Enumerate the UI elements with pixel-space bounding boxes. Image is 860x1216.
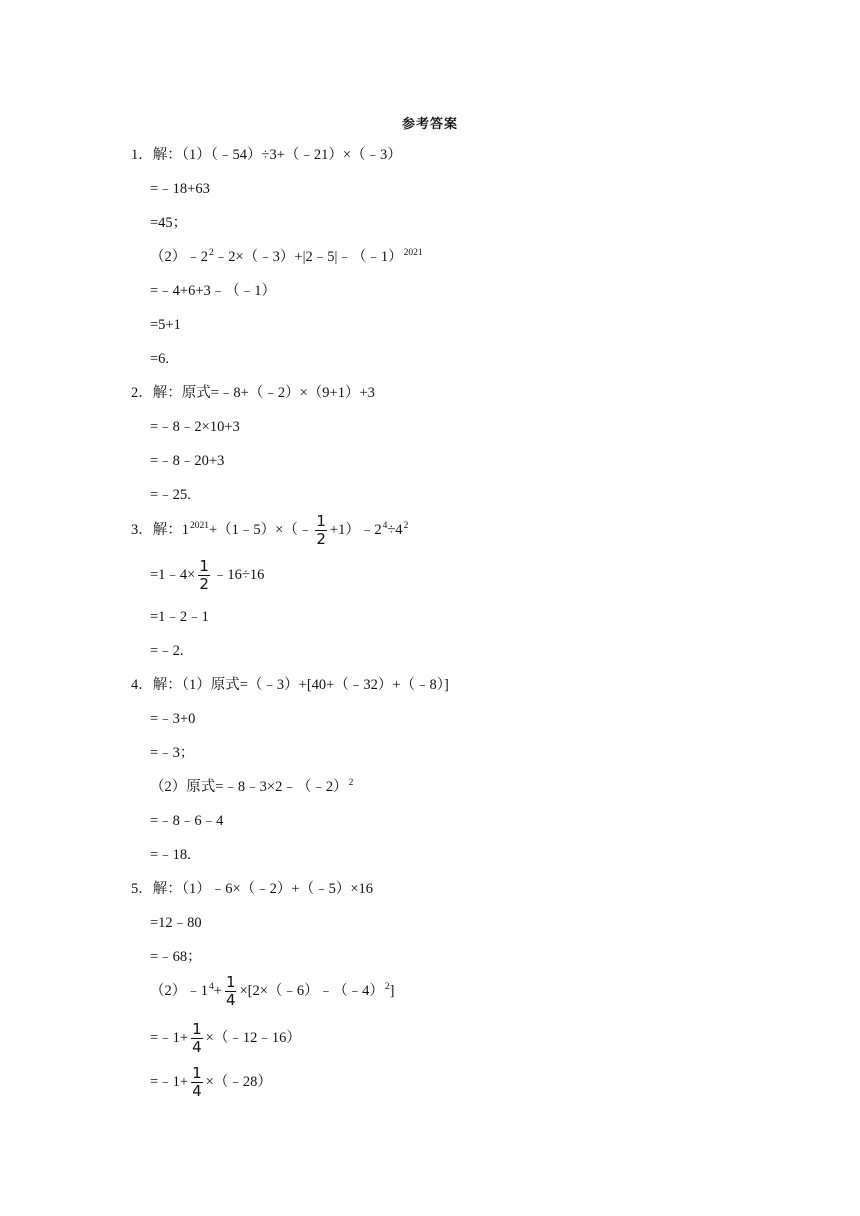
q4-step-3: =﹣8﹣6﹣4 (150, 813, 224, 829)
q5-step-3 (150, 1020, 301, 1056)
q5-part2-expression (150, 973, 395, 1011)
q3-s1-frac-denominator: 2 (199, 575, 209, 594)
q2-step-3: =﹣25. (150, 487, 191, 503)
q4-step-2: =﹣3； (150, 745, 195, 761)
q3-step-1 (150, 557, 264, 593)
q1-p2-text-b: ﹣2×（﹣3）+|2﹣5|﹣（﹣1） (213, 249, 403, 265)
q3-s1-text-b: ﹣16÷16 (212, 567, 265, 583)
q3-s1-fraction-half (197, 558, 211, 593)
q1-step-3: =﹣4+6+3﹣（﹣1） (150, 283, 277, 299)
q5-fraction-quarter (224, 974, 238, 1009)
q5-s3-text-a: =﹣1+ (150, 1030, 189, 1046)
q3-text-d: ÷4 (387, 522, 403, 538)
q1-step-5: =6. (150, 351, 170, 367)
q3-step-3: =﹣2. (150, 643, 184, 659)
q3-exponent-2: 4 (382, 521, 388, 531)
q3-header (131, 512, 408, 550)
q5-s4-frac-denominator: 4 (192, 1082, 202, 1101)
q5-s3-frac-denominator: 4 (192, 1038, 202, 1057)
q5-p2-text-d: ] (389, 983, 395, 999)
q5-p2-text-c: ×[2×（﹣6）﹣（﹣4） (239, 983, 384, 999)
q5-s4-fraction-quarter (190, 1065, 204, 1100)
q5-s4-text-b: ×（﹣28） (205, 1074, 272, 1090)
q1-step-2: =45； (150, 215, 188, 231)
q3-text-a: 3．解：1 (131, 522, 189, 538)
q5-s4-text-a: =﹣1+ (150, 1074, 189, 1090)
q3-frac-numerator: 1 (316, 512, 326, 531)
q3-s1-text-a: =1﹣4× (150, 567, 196, 583)
q1-p2-exponent-2: 2021 (403, 248, 423, 258)
q3-s1-frac-numerator: 1 (199, 557, 209, 576)
q5-frac-numerator: 1 (225, 973, 236, 992)
q5-s4-frac-numerator: 1 (192, 1064, 202, 1083)
q5-s3-text-b: ×（﹣12﹣16） (205, 1030, 301, 1046)
q4-header: 4．解：（1）原式=（﹣3）+[40+（﹣32）+（﹣8）] (131, 677, 449, 693)
q5-p2-text-a: （2）﹣1 (150, 983, 208, 999)
q1-step-4: =5+1 (150, 317, 181, 333)
q4-part2-expression (150, 777, 353, 799)
q2-header: 2．解：原式=﹣8+（﹣2）×（9+1）+3 (131, 385, 375, 401)
q5-p2-text-b: + (213, 983, 222, 999)
q1-header: 1．解：（1）（﹣54）÷3+（﹣21）×（﹣3） (131, 147, 402, 163)
q2-step-1: =﹣8﹣2×10+3 (150, 419, 240, 435)
q4-step-4: =﹣18. (150, 847, 191, 863)
q5-header: 5．解：（1）﹣6×（﹣2）+（﹣5）×16 (131, 881, 374, 897)
q4-p2-text: （2）原式=﹣8﹣3×2﹣（﹣2） (150, 779, 348, 795)
q5-step-2: =﹣68； (150, 949, 202, 965)
q3-fraction-half (314, 513, 328, 548)
q5-s3-fraction-quarter (190, 1021, 204, 1056)
q5-step-1: =12﹣80 (150, 915, 202, 931)
q3-exponent-3: 2 (403, 521, 409, 531)
q4-step-1: =﹣3+0 (150, 711, 196, 727)
q3-text-c: +1）﹣2 (329, 522, 382, 538)
q2-step-2: =﹣8﹣20+3 (150, 453, 225, 469)
q5-p2-exponent-2: 2 (384, 982, 390, 992)
q1-step-1: =﹣18+63 (150, 181, 210, 197)
q5-p2-exponent-1: 4 (209, 982, 214, 992)
q3-frac-denominator: 2 (316, 530, 326, 549)
q5-frac-denominator: 4 (225, 991, 236, 1010)
q5-step-4 (150, 1064, 272, 1100)
q3-step-2: =1﹣2﹣1 (150, 609, 209, 625)
page-title: 参考答案 (401, 116, 458, 131)
q1-p2-text-a: （2）﹣2 (150, 249, 208, 265)
q3-exponent-1: 2021 (190, 521, 209, 531)
q3-text-b: +（1﹣5）×（﹣ (209, 522, 313, 538)
q5-s3-frac-numerator: 1 (192, 1020, 202, 1039)
q1-p2-exponent-1: 2 (209, 248, 214, 258)
q1-part2-expression (150, 247, 423, 269)
q4-p2-exponent: 2 (348, 778, 354, 788)
